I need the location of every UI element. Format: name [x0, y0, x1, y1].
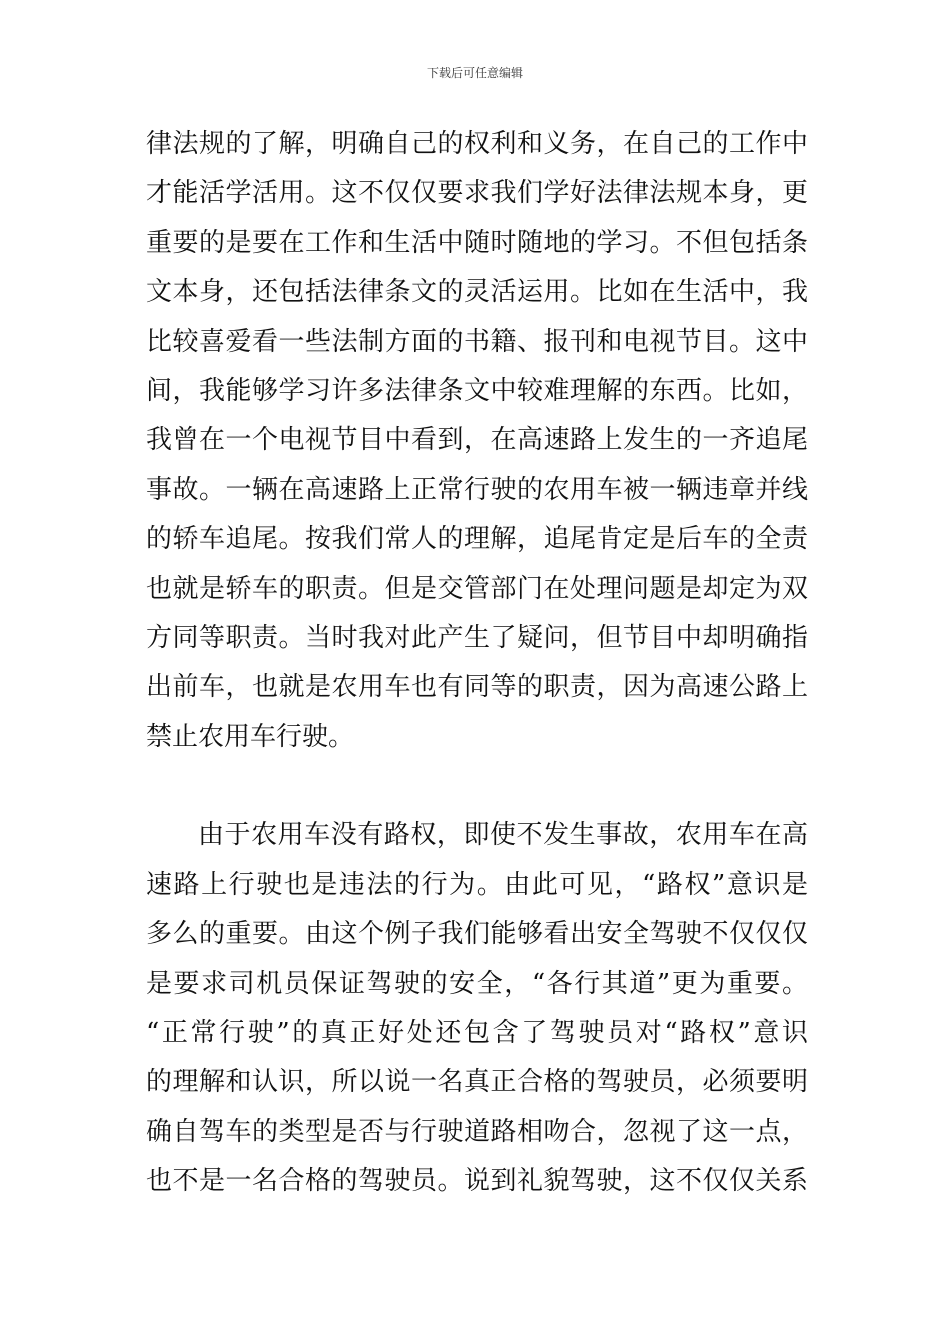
text-line: 的理解和认识，所以说一名真正合格的驾驶员，必须要明	[146, 1067, 808, 1098]
text-line: 律法规的了解，明确自己的权利和义务，在自己的工作中	[146, 129, 808, 159]
text-line: 方同等职责。当时我对此产生了疑问，但节目中却明确指	[146, 622, 808, 653]
paragraph-2	[146, 811, 808, 1206]
text-line: 也就是轿车的职责。但是交管部门在处理问题是却定为双	[146, 573, 808, 604]
paragraph-1	[146, 120, 808, 762]
text-line: 确自驾车的类型是否与行驶道路相吻合，忽视了这一点，	[146, 1116, 808, 1147]
text-line: 多么的重要。由这个例子我们能够看出安全驾驶不仅仅仅	[146, 919, 808, 950]
text-line: 由于农用车没有路权，即使不发生事故，农用车在高	[198, 820, 808, 851]
document-body	[146, 120, 808, 1207]
text-line: 才能活学活用。这不仅仅要求我们学好法律法规本身，更	[146, 178, 808, 209]
text-line: 比较喜爱看一些法制方面的书籍、报刊和电视节目。这中	[146, 326, 808, 357]
text-line: 也不是一名合格的驾驶员。说到礼貌驾驶，这不仅仅关系	[146, 1166, 808, 1197]
text-line: 事故。一辆在高速路上正常行驶的农用车被一辆违章并线	[146, 474, 808, 505]
text-line: 间，我能够学习许多法律条文中较难理解的东西。比如，	[146, 375, 808, 406]
page-header: 下载后可任意编辑	[426, 66, 523, 80]
text-line: 文本身，还包括法律条文的灵活运用。比如在生活中，我	[146, 277, 808, 308]
text-line: 是要求司机员保证驾驶的安全，“各行其道”更为重要。	[146, 968, 808, 999]
text-line: 出前车，也就是农用车也有同等的职责，因为高速公路上	[146, 672, 808, 703]
text-line: 禁止农用车行驶。	[146, 721, 355, 752]
text-line: “正常行驶”的真正好处还包含了驾驶员对“路权”意识	[146, 1018, 808, 1049]
text-line: 重要的是要在工作和生活中随时随地的学习。不但包括条	[146, 227, 808, 258]
text-line: 我曾在一个电视节目中看到，在高速路上发生的一齐追尾	[146, 425, 808, 456]
text-line: 速路上行驶也是违法的行为。由此可见，“路权”意识是	[146, 869, 808, 900]
paragraph-spacer	[146, 762, 808, 811]
text-line: 的轿车追尾。按我们常人的理解，追尾肯定是后车的全责	[146, 524, 808, 555]
